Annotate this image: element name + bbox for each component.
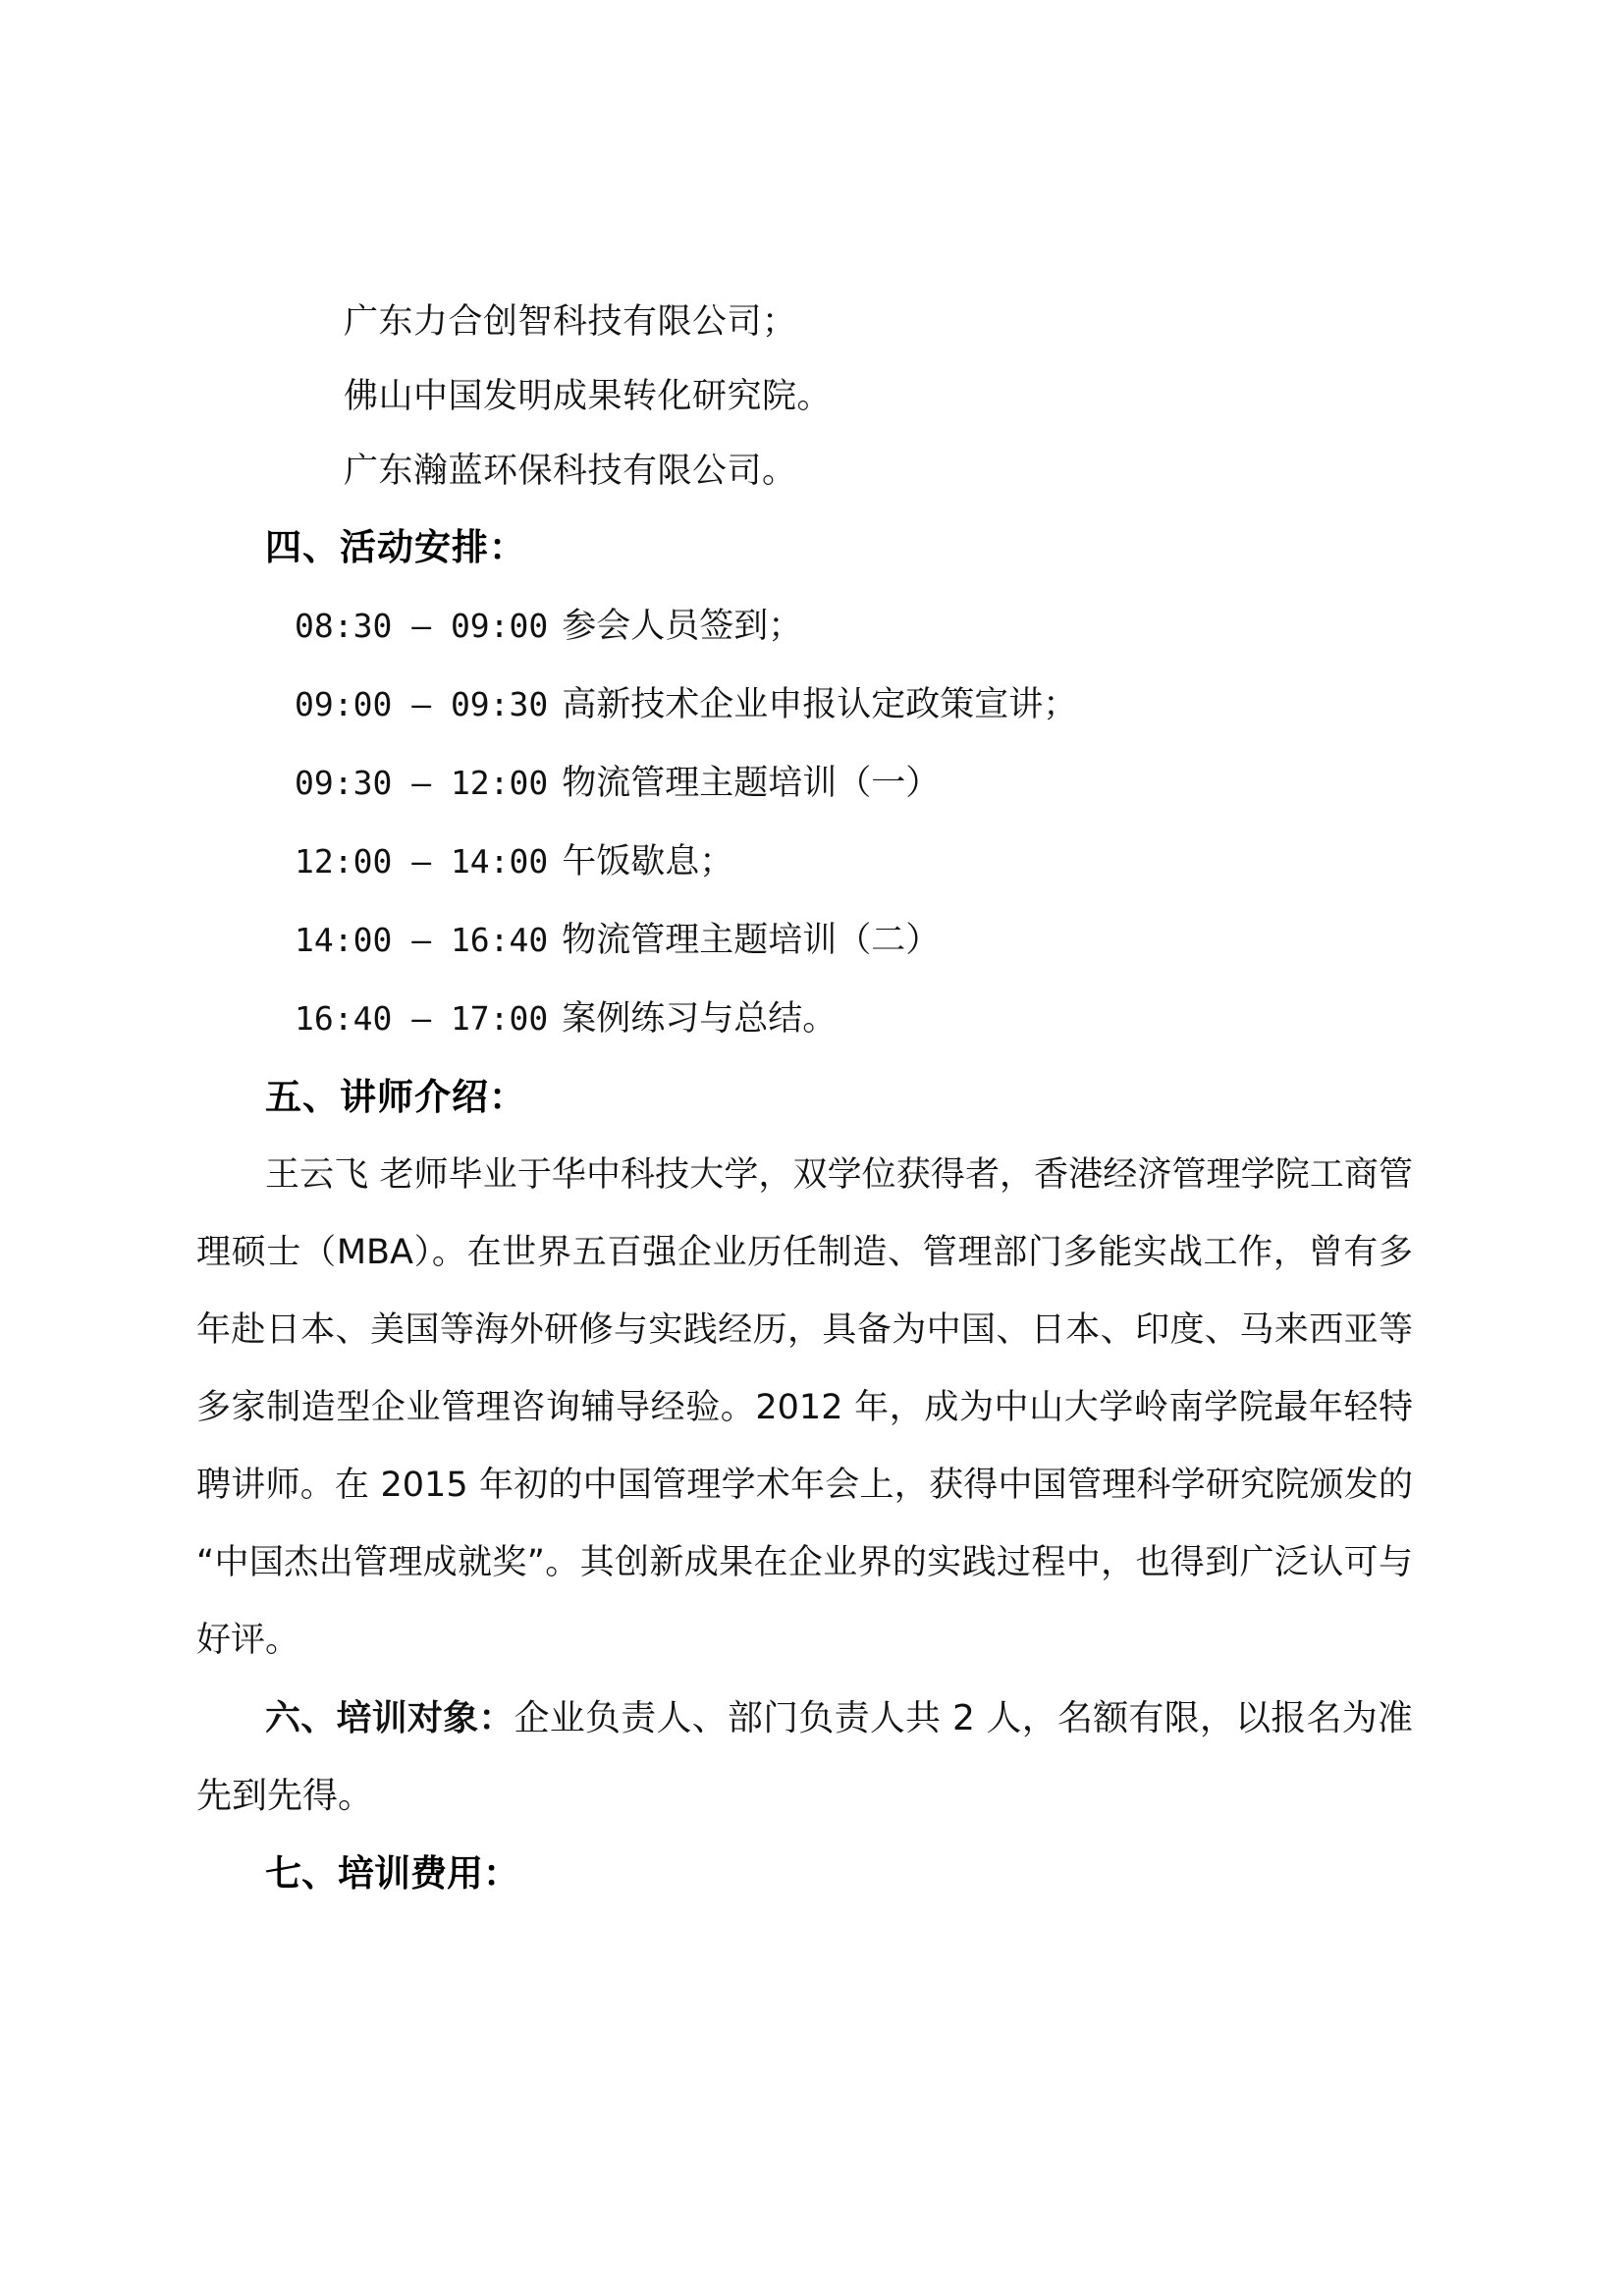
schedule-text: 高新技术企业申报认定政策宣讲； (562, 685, 1078, 724)
schedule-time: 09:00 – 09:30 (295, 685, 549, 723)
schedule-time: 08:30 – 09:00 (295, 607, 549, 645)
organization-list (196, 285, 1413, 508)
schedule-row (295, 587, 1413, 666)
schedule-time: 12:00 – 14:00 (295, 842, 549, 881)
schedule-row (295, 744, 1413, 823)
section-heading-instructor-intro: 五、讲师介绍： (265, 1076, 526, 1118)
list-item: 广东瀚蓝环保科技有限公司。 (344, 452, 797, 491)
section-heading-training-fee: 七、培训费用： (265, 1852, 519, 1895)
list-item: 广东力合创智科技有限公司； (344, 302, 797, 342)
schedule-row (295, 980, 1413, 1058)
section-heading-activity-schedule: 四、活动安排： (265, 526, 526, 568)
training-audience-body: 企业负责人、部门负责人共 2 人，名额有限，以报名为准先到先得。 (196, 1698, 1413, 1816)
schedule-time: 09:30 – 12:00 (295, 764, 549, 802)
list-item: 佛山中国发明成果转化研究院。 (344, 377, 833, 416)
activity-schedule-list (196, 587, 1413, 1058)
schedule-text: 参会人员签到； (562, 607, 803, 646)
instructor-intro-paragraph: 王云飞 老师毕业于华中科技大学，双学位获得者，香港经济管理学院工商管理硕士（MBA）。在世界五百强企业历任制造、管理部门多能实战工作，曾有多年赴日本、美国等海外研修与实践经历，具备为中国、日本、印度、马来西亚等多家制造型企业管理咨询辅导经验。2012 年，成为中山大学岭南学院最年轻特聘讲师。在 2015 年初的中国管理学术年会上，获得中国管理科学研究院颁发的 “中国杰出管理成就奖”。其创新成果在企业界的实践过程中，也得到广泛认可与好评。 (196, 1155, 1413, 1660)
section-heading-training-audience: 六、培训对象： (265, 1698, 514, 1738)
schedule-text: 物流管理主题培训（二） (562, 921, 941, 960)
schedule-row (295, 901, 1413, 980)
schedule-time: 14:00 – 16:40 (295, 921, 549, 959)
schedule-time: 16:40 – 17:00 (295, 999, 549, 1038)
schedule-row (295, 823, 1413, 901)
schedule-row (295, 666, 1413, 744)
schedule-text: 午饭歇息； (562, 842, 734, 881)
section-training-audience (196, 1680, 1413, 1835)
schedule-text: 物流管理主题培训（一） (562, 764, 941, 803)
schedule-text: 案例练习与总结。 (562, 999, 838, 1039)
